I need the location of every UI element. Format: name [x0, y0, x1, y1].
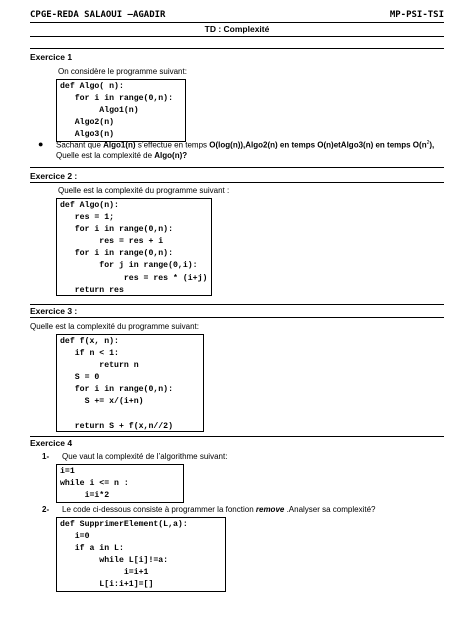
code-line: Algo1(n) — [60, 106, 139, 116]
bold-span: Algo(n)? — [154, 151, 188, 160]
code-line: for i in range(0,n): — [60, 225, 174, 235]
code-line: return n — [60, 361, 139, 371]
text-span: Le code ci-dessous consiste à programmer la fonction — [62, 505, 256, 514]
ex3-rule-bottom — [30, 317, 444, 318]
code-line: L[i:i+1]=[] — [60, 580, 154, 590]
ex2-code-block — [56, 198, 212, 296]
code-line: def SupprimerElement(L,a): — [60, 520, 188, 529]
ex3-code-block — [56, 334, 204, 432]
ex2-title: Exercice 2 : — [30, 171, 78, 181]
ex3-intro: Quelle est la complexité du programme suivant: — [30, 322, 199, 331]
code-line: def Algo(n): — [60, 201, 119, 210]
ex4-q2-number: 2- — [42, 505, 50, 514]
code-line: i=1 — [60, 467, 75, 476]
code-line: while i <= n : — [60, 479, 129, 489]
text-span: Sachant que — [56, 140, 104, 150]
bold-span: ), — [429, 140, 435, 150]
ex4-title: Exercice 4 — [30, 438, 73, 448]
ex4-q2-text — [62, 505, 376, 514]
text-span: Quelle est la complexité de — [56, 151, 155, 160]
code-line: for j in range(0,i): — [60, 261, 198, 271]
bullet-icon: ● — [38, 139, 44, 149]
text-span: s’effectue en temps — [135, 140, 210, 150]
ex1-code-block — [56, 79, 186, 142]
code-line: while L[i]!=a: — [60, 556, 169, 566]
code-line: S = 0 — [60, 373, 100, 383]
code-line: i=i*2 — [60, 491, 110, 501]
code-line: res = res + i — [60, 237, 164, 247]
code-line: for i in range(0,n): — [60, 94, 174, 104]
code-line: res = 1; — [60, 213, 115, 223]
bold-span: Algo1(n) — [103, 140, 136, 150]
page-title: TD : Complexité — [204, 24, 270, 34]
ex2-rule-top — [30, 167, 444, 168]
code-line: S += x/(i+n) — [60, 397, 144, 407]
ex1-rule — [30, 48, 444, 49]
code-line: i=i+1 — [60, 568, 149, 578]
ex3-rule-top — [30, 304, 444, 305]
ex1-question-line1 — [56, 140, 434, 150]
header-rule-top — [30, 22, 444, 23]
code-line: for i in range(0,n): — [60, 385, 174, 395]
ex4-rule — [30, 436, 444, 437]
code-line: i=0 — [60, 532, 90, 542]
bold-span: O(log(n)),Algo2(n) en temps O(n)etAlgo3(n) en temps O(n — [209, 140, 427, 150]
school-name: CPGE-REDA SALAOUI –AGADIR — [30, 10, 166, 20]
ex2-rule-bottom — [30, 182, 444, 183]
code-line: def f(x, n): — [60, 337, 119, 346]
emphasis-span: remove — [255, 505, 285, 514]
ex2-intro: Quelle est la complexité du programme suivant : — [58, 186, 230, 195]
superscript: 2 — [426, 140, 430, 146]
code-line: if n < 1: — [60, 349, 119, 359]
code-line: def Algo( n): — [60, 82, 124, 91]
code-line: if a in L: — [60, 544, 124, 554]
code-line: for i in range(0,n): — [60, 249, 174, 259]
class-name: MP-PSI-TSI — [389, 10, 444, 20]
code-line: return S + f(x,n//2) — [60, 421, 174, 431]
code-line — [57, 409, 203, 421]
ex1-intro: On considère le programme suivant: — [58, 67, 187, 76]
ex4-q1-number: 1- — [42, 452, 50, 461]
code-line: return res — [60, 285, 124, 295]
ex4-q1-text: Que vaut la complexité de l’algorithme suivant: — [62, 452, 228, 461]
ex4-code-block-1 — [56, 464, 184, 503]
ex1-title: Exercice 1 — [30, 52, 73, 62]
header-rule-bottom — [30, 36, 444, 37]
text-span: .Analyser sa complexité? — [284, 505, 376, 514]
ex4-code-block-2 — [56, 517, 226, 592]
ex3-title: Exercice 3 : — [30, 306, 78, 316]
ex1-question-line2 — [56, 151, 187, 160]
code-line: Algo2(n) — [60, 118, 115, 128]
code-line: Algo3(n) — [60, 130, 115, 140]
code-line: res = res * (i+j) — [60, 273, 208, 283]
